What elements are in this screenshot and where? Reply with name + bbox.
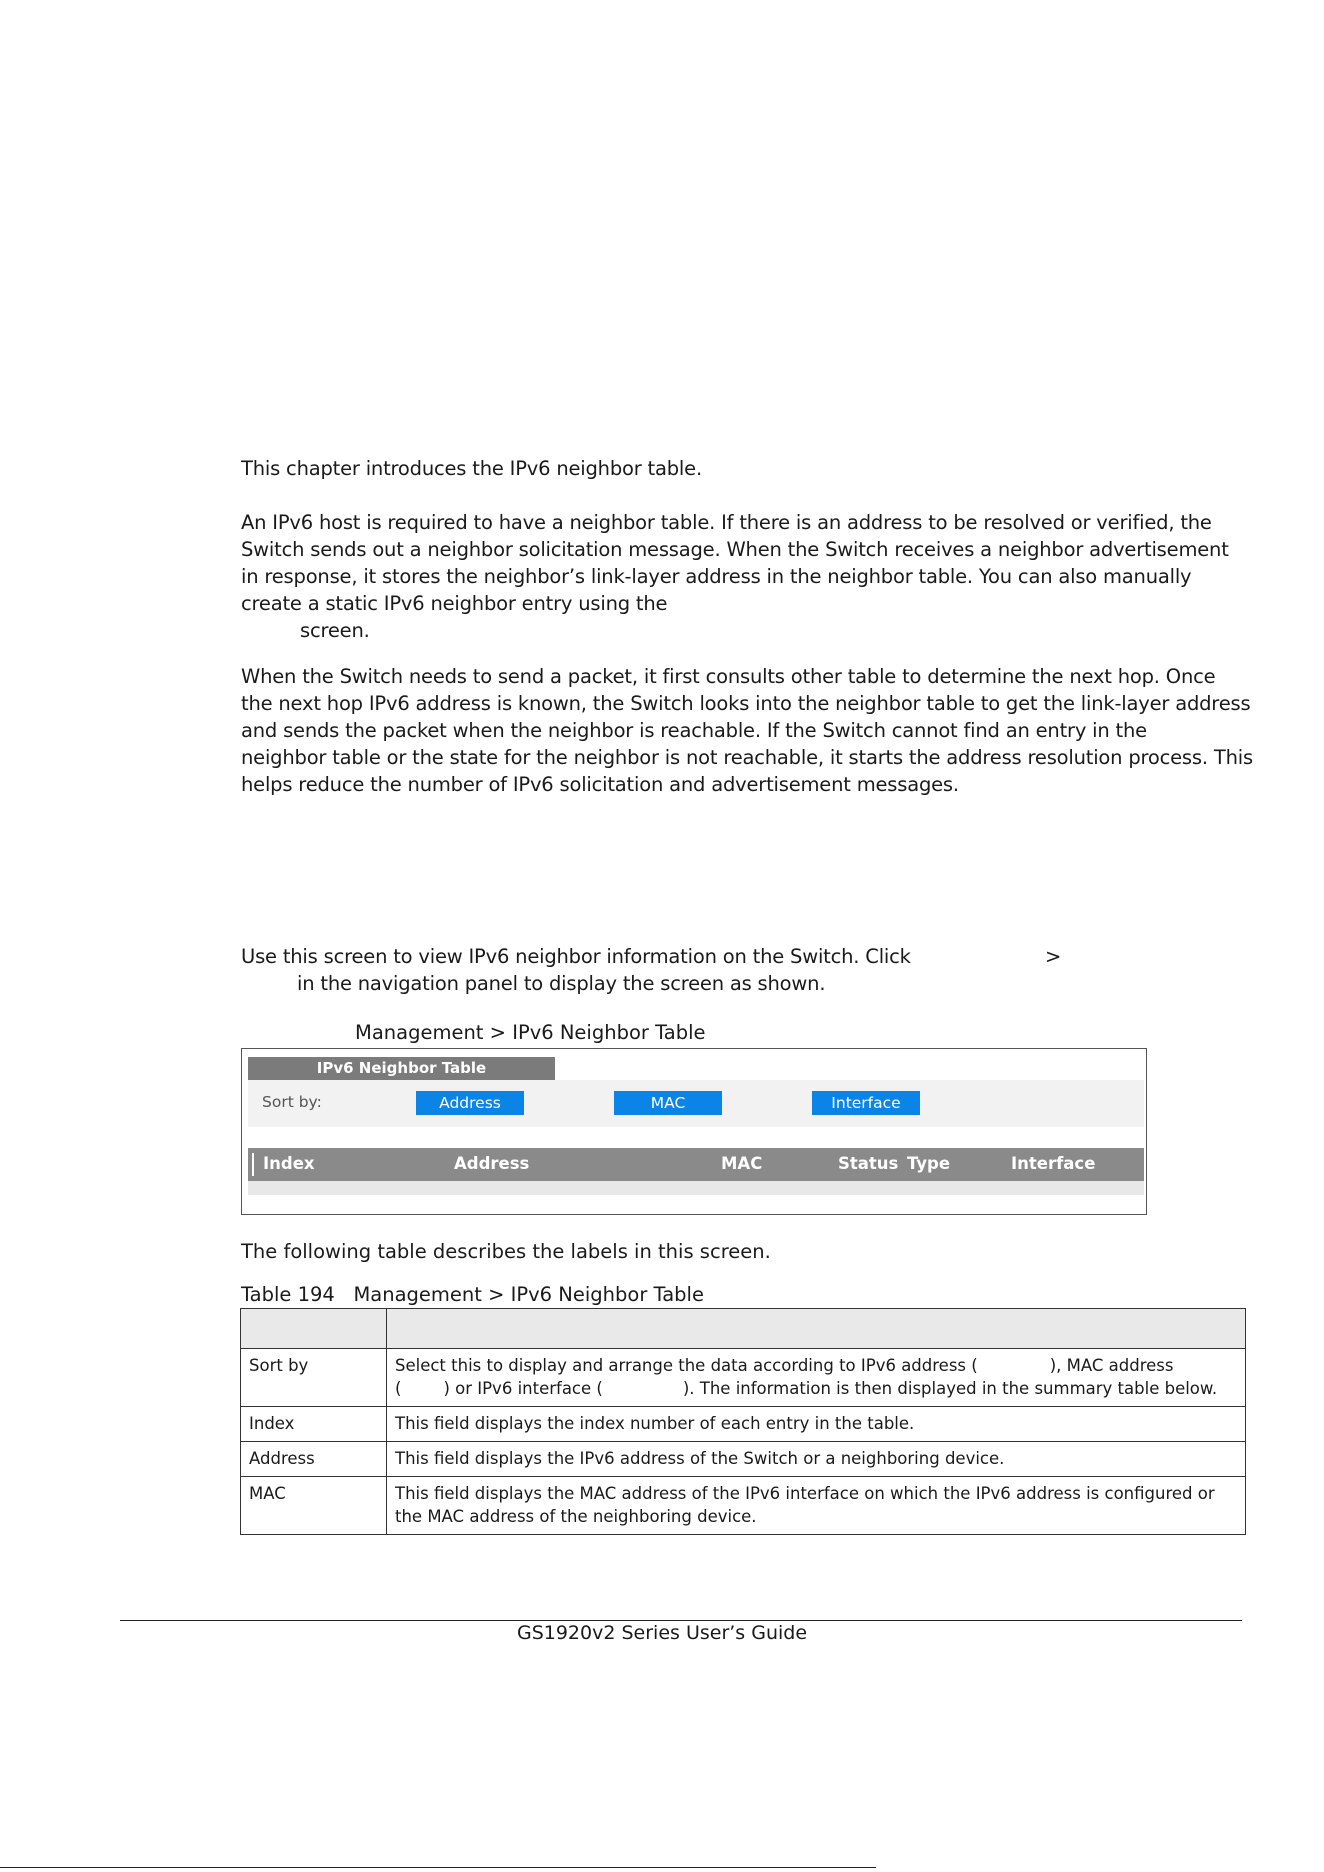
tab-ipv6-neighbor-table[interactable]: IPv6 Neighbor Table	[248, 1057, 555, 1080]
sort-address-button[interactable]: Address	[416, 1091, 524, 1115]
table-row	[241, 1477, 1246, 1535]
sort-mac-button[interactable]: MAC	[614, 1091, 722, 1115]
bottom-divider	[0, 1867, 876, 1868]
table-row	[241, 1442, 1246, 1477]
label-description-table	[240, 1308, 1246, 1535]
row-description: Select this to display and arrange the data according to IPv6 address ( ), MAC address ( ) or IPv6 interface ( ). The information is then displayed in the summary table below.	[387, 1349, 1246, 1407]
paragraph-neighbor-table: An IPv6 host is required to have a neighbor table. If there is an address to be resolved or verified, the Switch sends out a neighbor solicitation message. When the Switch receives a neighbor advertisement in response, it stores the neighbor’s link-layer address in the neighbor table. You can also manually create a static IPv6 neighbor entry using the screen.	[241, 511, 1229, 642]
sort-interface-button[interactable]: Interface	[812, 1091, 920, 1115]
header-cell-description	[387, 1309, 1246, 1349]
paragraph-next-hop: When the Switch needs to send a packet, it first consults other table to determine the next hop. Once the next hop IPv6 address is known, the Switch looks into the neighbor table to get the link-layer address and sends the packet when the neighbor is reachable. If the Switch cannot find an entry in the neighbor table or the state for the neighbor is not reachable, it starts the address resolution process. This helps reduce the number of IPv6 solicitation and advertisement messages.	[241, 665, 1253, 796]
ipv6-neighbor-table-screen	[241, 1048, 1147, 1215]
column-index: Index	[263, 1154, 315, 1173]
figure-caption: Management > IPv6 Neighbor Table	[355, 1021, 706, 1044]
footer-divider	[120, 1620, 1242, 1621]
table-row	[241, 1407, 1246, 1442]
table-header-row	[241, 1309, 1246, 1349]
sort-bar	[248, 1080, 1144, 1127]
table-row	[241, 1349, 1246, 1407]
column-status: Status	[838, 1154, 899, 1173]
table-header	[248, 1148, 1144, 1181]
sort-by-label: Sort by:	[262, 1093, 322, 1111]
row-label: MAC	[241, 1477, 387, 1535]
column-address: Address	[454, 1154, 530, 1173]
footer-guide-title: GS1920v2 Series User’s Guide	[516, 1622, 808, 1644]
paragraph-usage: Use this screen to view IPv6 neighbor information on the Switch. Click > in the navigation panel to display the screen as shown.	[241, 945, 1062, 995]
row-label: Address	[241, 1442, 387, 1477]
table-intro: The following table describes the labels in this screen.	[241, 1240, 771, 1263]
row-label: Sort by	[241, 1349, 387, 1407]
header-divider	[252, 1153, 254, 1176]
row-label: Index	[241, 1407, 387, 1442]
row-description: This field displays the IPv6 address of the Switch or a neighboring device.	[387, 1442, 1246, 1477]
row-description: This field displays the index number of each entry in the table.	[387, 1407, 1246, 1442]
table-caption: Table 194 Management > IPv6 Neighbor Table	[241, 1283, 704, 1306]
column-interface: Interface	[1011, 1154, 1096, 1173]
intro-text: This chapter introduces the IPv6 neighbor table.	[241, 457, 702, 480]
column-type: Type	[907, 1154, 951, 1173]
column-mac: MAC	[721, 1154, 763, 1173]
table-footer	[248, 1181, 1144, 1195]
row-description: This field displays the MAC address of the IPv6 interface on which the IPv6 address is configured or the MAC address of the neighboring device.	[387, 1477, 1246, 1535]
header-cell-label	[241, 1309, 387, 1349]
